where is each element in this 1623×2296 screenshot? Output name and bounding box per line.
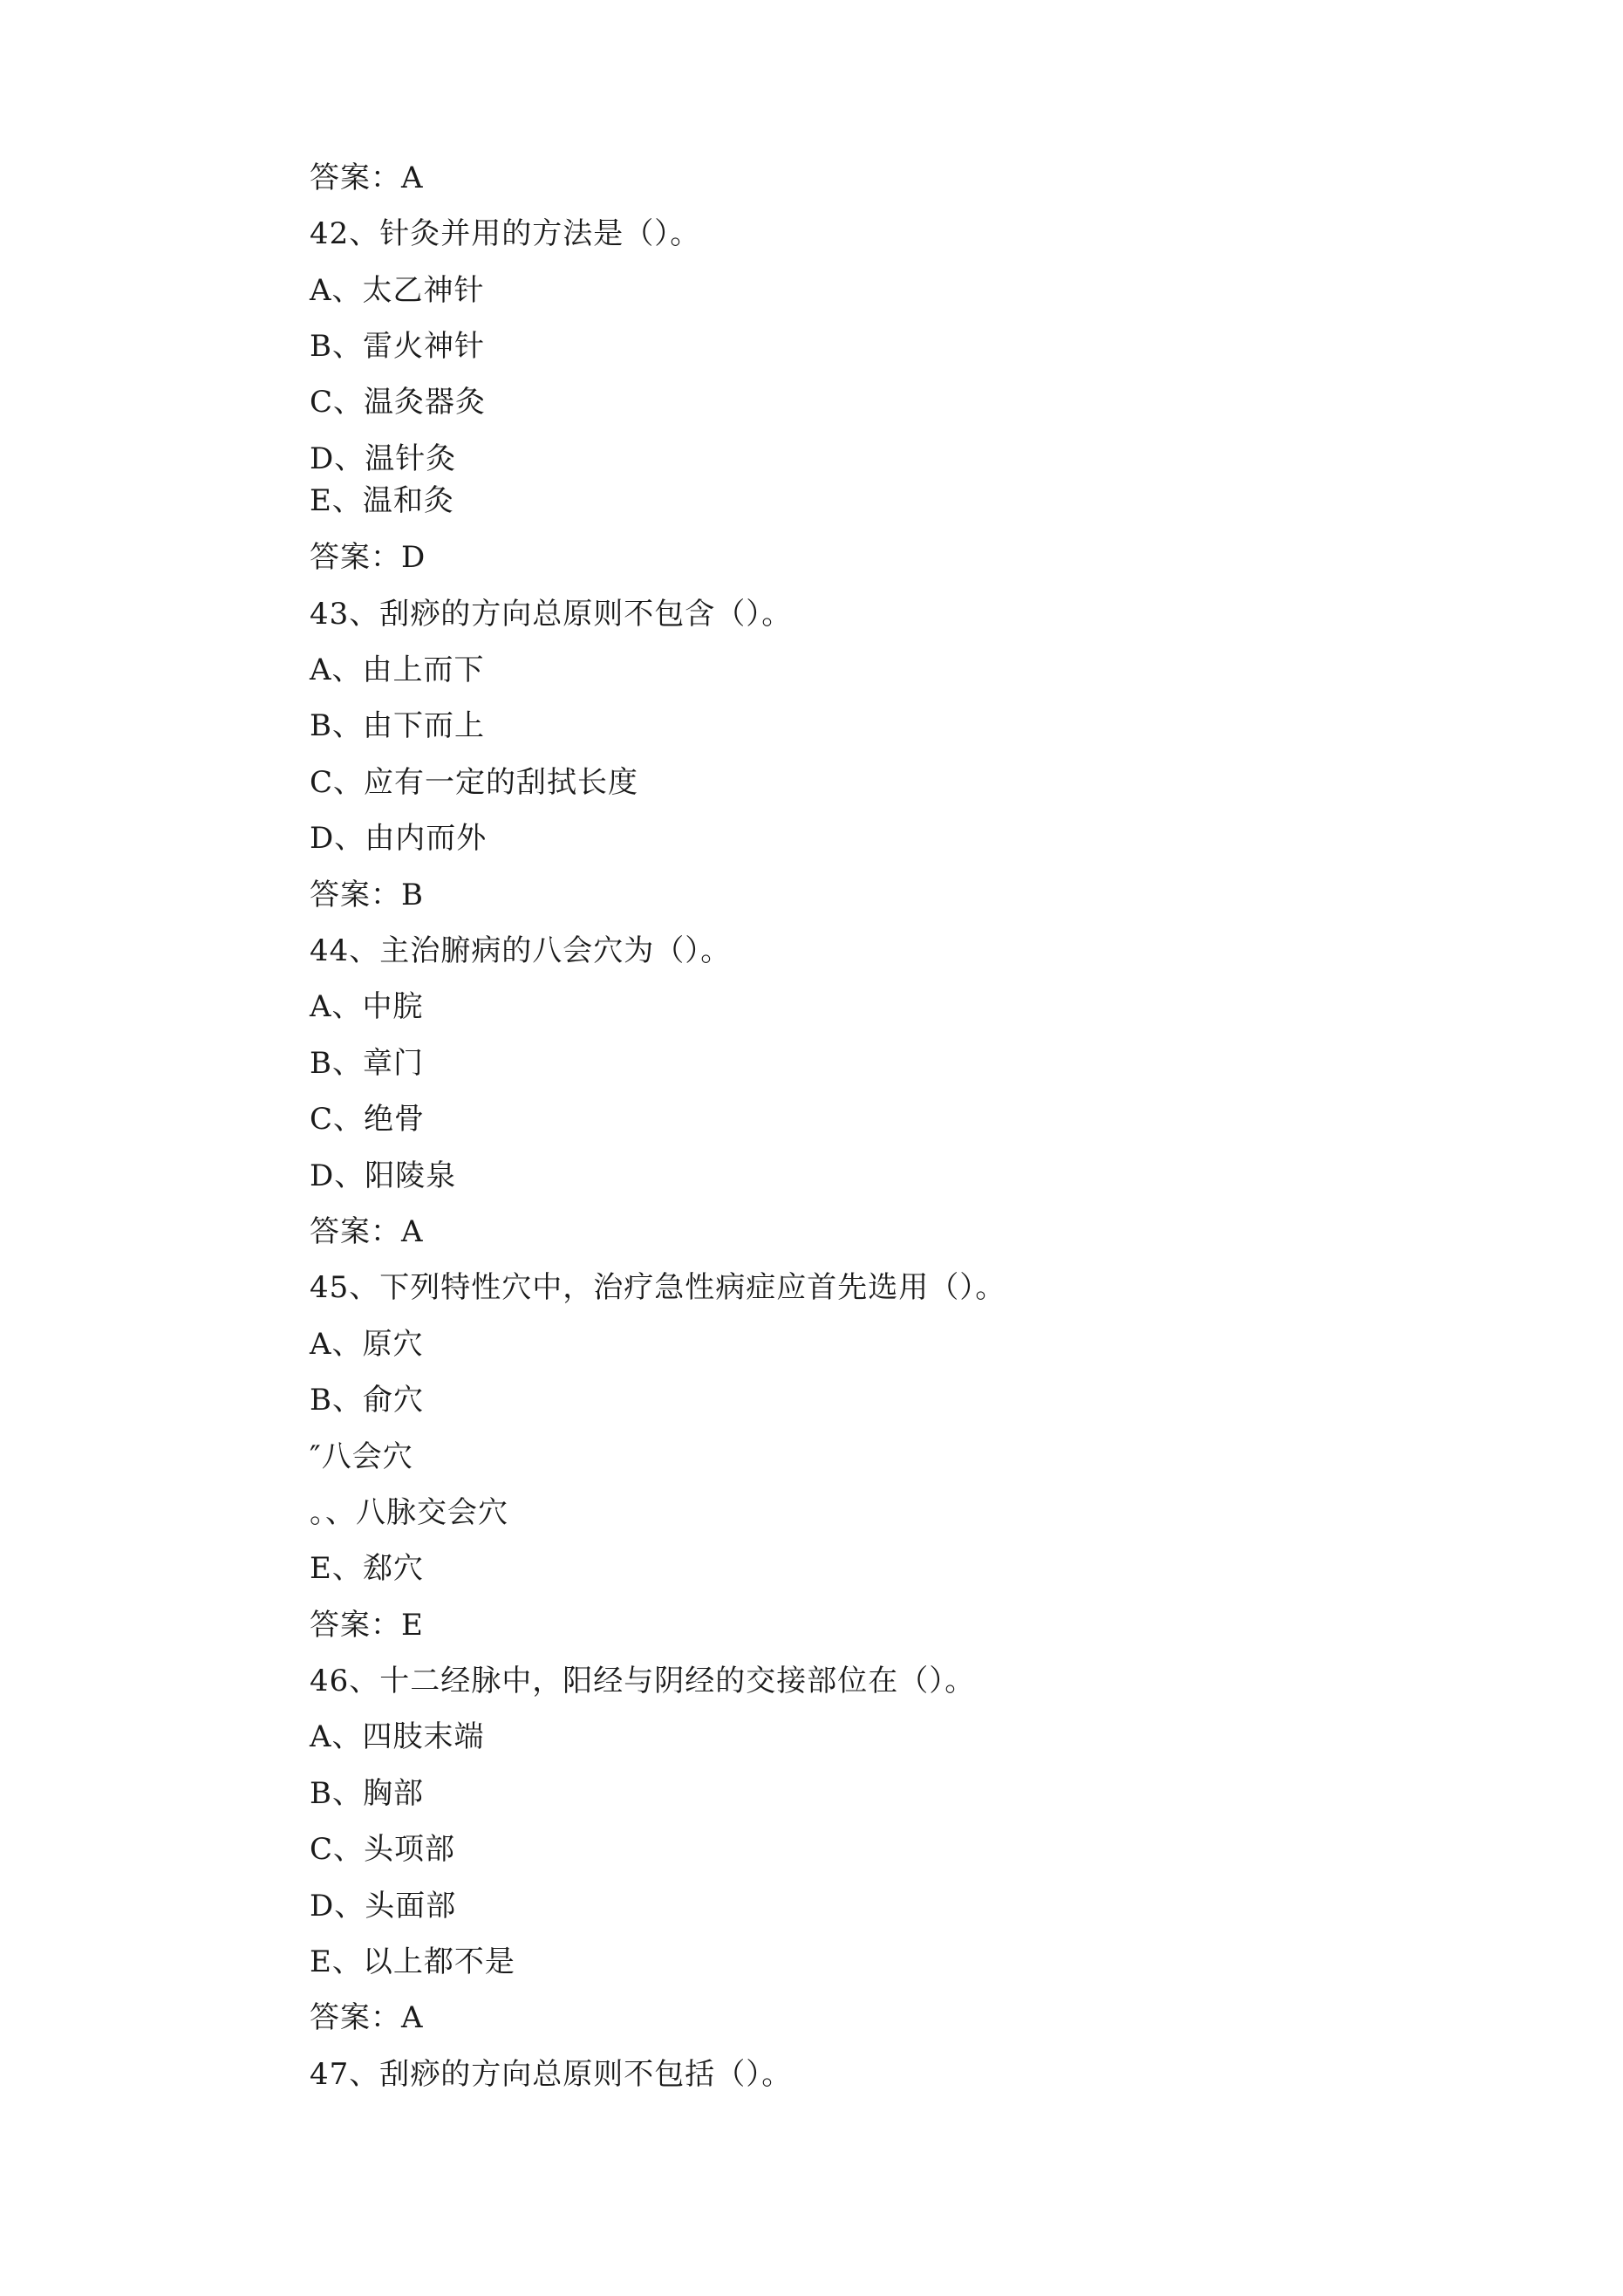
option-42-c: C、温灸器灸: [310, 385, 487, 420]
option-44-c: C、绝骨: [310, 1102, 426, 1137]
answer-46: 答案：A: [310, 2000, 424, 2035]
question-45: 45、下列特性穴中，治疗急性病症应首先选用（）。: [310, 1270, 1006, 1305]
option-45-b: B、俞穴: [310, 1383, 424, 1418]
question-44: 44、主治腑病的八会穴为（）。: [310, 933, 732, 968]
answer-44: 答案：A: [310, 1214, 424, 1249]
option-45-a: A、原穴: [310, 1327, 424, 1362]
option-42-d: D、温针灸: [310, 441, 457, 476]
option-45-c: ″八会穴: [310, 1439, 413, 1474]
option-43-a: A、由上而下: [310, 653, 485, 687]
answer-43: 答案：B: [310, 878, 424, 912]
option-43-c: C、应有一定的刮拭长度: [310, 765, 639, 800]
answer-45: 答案：E: [310, 1608, 424, 1643]
option-44-a: A、中脘: [310, 989, 424, 1024]
option-43-b: B、由下而上: [310, 708, 485, 743]
answer-41: 答案：A: [310, 161, 424, 195]
option-46-a: A、四肢末端: [310, 1719, 485, 1754]
option-46-e: E、以上都不是: [310, 1944, 515, 1979]
option-46-b: B、胸部: [310, 1776, 424, 1811]
option-44-d: D、阳陵泉: [310, 1158, 457, 1193]
question-46: 46、十二经脉中，阳经与阴经的交接部位在（）。: [310, 1664, 976, 1698]
option-45-d: 。、八脉交会穴: [310, 1495, 508, 1530]
option-44-b: B、章门: [310, 1046, 424, 1081]
answer-42: 答案：D: [310, 540, 426, 575]
question-42: 42、针灸并用的方法是（）。: [310, 216, 701, 251]
option-45-e: E、郄穴: [310, 1551, 424, 1586]
question-47: 47、刮痧的方向总原则不包括（）。: [310, 2057, 793, 2092]
option-46-d: D、头面部: [310, 1889, 457, 1924]
option-42-e: E、温和灸: [310, 483, 454, 518]
option-46-c: C、头项部: [310, 1832, 456, 1867]
option-42-a: A、太乙神针: [310, 273, 485, 308]
option-42-b: B、雷火神针: [310, 329, 485, 364]
question-43: 43、刮痧的方向总原则不包含（）。: [310, 597, 793, 632]
option-43-d: D、由内而外: [310, 821, 488, 856]
